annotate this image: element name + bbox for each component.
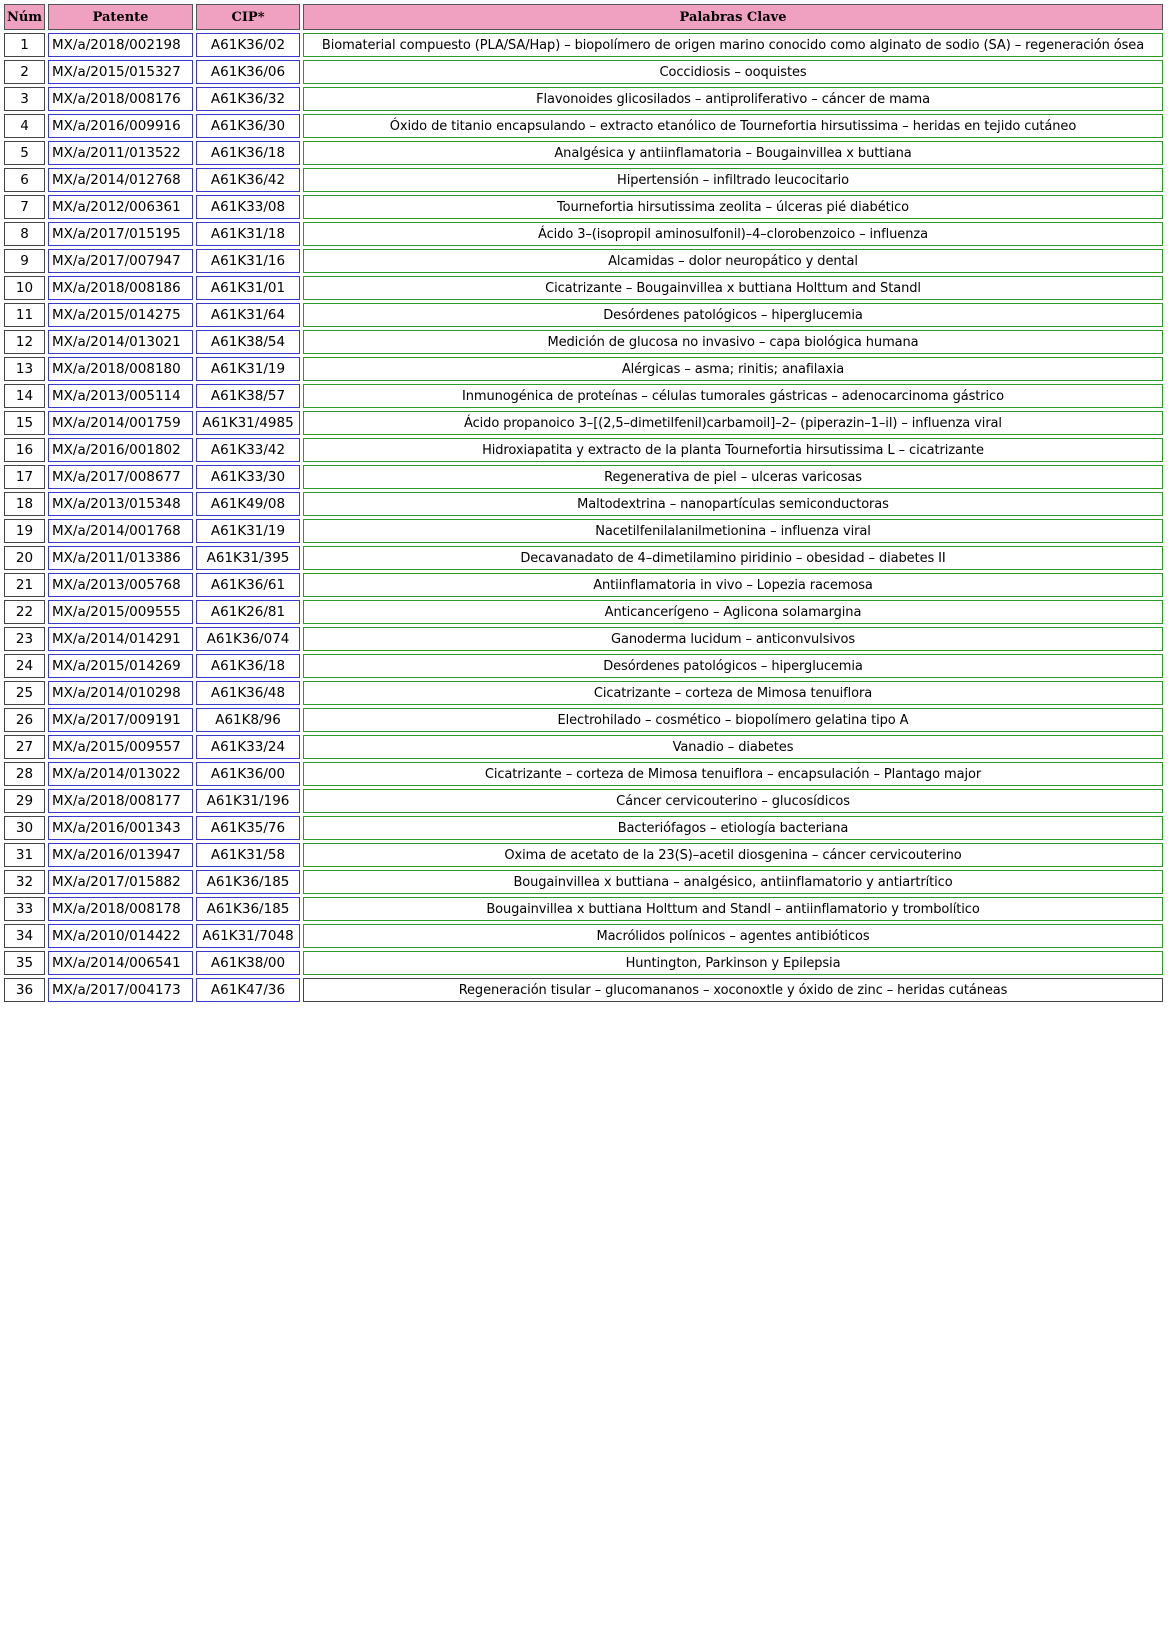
header-palabras-clave: Palabras Clave: [303, 4, 1163, 30]
table-row: [4, 114, 1163, 138]
cell-num: 15: [4, 411, 45, 435]
table-row: [4, 627, 1163, 651]
cell-palabras-clave: Desórdenes patológicos – hiperglucemia: [303, 654, 1163, 678]
cell-palabras-clave: Ganoderma lucidum – anticonvulsivos: [303, 627, 1163, 651]
cell-num: 27: [4, 735, 45, 759]
cell-cip: A61K31/58: [196, 843, 300, 867]
cell-palabras-clave: Analgésica y antiinflamatoria – Bougainvillea x buttiana: [303, 141, 1163, 165]
cell-palabras-clave: Bougainvillea x buttiana – analgésico, antiinflamatorio y antiartrítico: [303, 870, 1163, 894]
table-row: [4, 870, 1163, 894]
table-row: [4, 519, 1163, 543]
table-row: [4, 735, 1163, 759]
cell-palabras-clave: Hidroxiapatita y extracto de la planta Tournefortia hirsutissima L – cicatrizante: [303, 438, 1163, 462]
table-row: [4, 303, 1163, 327]
cell-num: 32: [4, 870, 45, 894]
cell-patente: MX/a/2014/001759: [48, 411, 193, 435]
cell-patente: MX/a/2014/013021: [48, 330, 193, 354]
header-patente: Patente: [48, 4, 193, 30]
cell-num: 28: [4, 762, 45, 786]
cell-patente: MX/a/2017/015882: [48, 870, 193, 894]
table-row: [4, 141, 1163, 165]
cell-num: 3: [4, 87, 45, 111]
cell-num: 31: [4, 843, 45, 867]
table-row: [4, 330, 1163, 354]
cell-palabras-clave: Ácido 3–(isopropil aminosulfonil)–4–clorobenzoico – influenza: [303, 222, 1163, 246]
cell-patente: MX/a/2017/007947: [48, 249, 193, 273]
cell-palabras-clave: Inmunogénica de proteínas – células tumorales gástricas – adenocarcinoma gástrico: [303, 384, 1163, 408]
table-row: [4, 33, 1163, 57]
cell-patente: MX/a/2015/014269: [48, 654, 193, 678]
cell-palabras-clave: Medición de glucosa no invasivo – capa biológica humana: [303, 330, 1163, 354]
cell-num: 8: [4, 222, 45, 246]
cell-num: 17: [4, 465, 45, 489]
cell-num: 20: [4, 546, 45, 570]
cell-patente: MX/a/2014/001768: [48, 519, 193, 543]
cell-patente: MX/a/2018/008176: [48, 87, 193, 111]
cell-patente: MX/a/2016/001343: [48, 816, 193, 840]
cell-num: 12: [4, 330, 45, 354]
cell-palabras-clave: Cicatrizante – Bougainvillea x buttiana Holttum and Standl: [303, 276, 1163, 300]
cell-cip: A61K31/19: [196, 519, 300, 543]
cell-cip: A61K36/074: [196, 627, 300, 651]
cell-cip: A61K31/64: [196, 303, 300, 327]
cell-cip: A61K31/196: [196, 789, 300, 813]
cell-palabras-clave: Regeneración tisular – glucomananos – xoconoxtle y óxido de zinc – heridas cutáneas: [303, 978, 1163, 1002]
cell-cip: A61K36/02: [196, 33, 300, 57]
cell-num: 36: [4, 978, 45, 1002]
cell-palabras-clave: Vanadio – diabetes: [303, 735, 1163, 759]
cell-patente: MX/a/2014/012768: [48, 168, 193, 192]
cell-cip: A61K36/18: [196, 141, 300, 165]
cell-cip: A61K49/08: [196, 492, 300, 516]
table-row: [4, 951, 1163, 975]
cell-cip: A61K33/30: [196, 465, 300, 489]
cell-palabras-clave: Alérgicas – asma; rinitis; anafilaxia: [303, 357, 1163, 381]
cell-palabras-clave: Bacteriófagos – etiología bacteriana: [303, 816, 1163, 840]
cell-patente: MX/a/2015/009555: [48, 600, 193, 624]
cell-palabras-clave: Nacetilfenilalanilmetionina – influenza viral: [303, 519, 1163, 543]
cell-num: 23: [4, 627, 45, 651]
header-row: [4, 4, 1163, 30]
table-row: [4, 762, 1163, 786]
cell-palabras-clave: Bougainvillea x buttiana Holttum and Standl – antiinflamatorio y trombolítico: [303, 897, 1163, 921]
cell-cip: A61K33/24: [196, 735, 300, 759]
cell-patente: MX/a/2015/009557: [48, 735, 193, 759]
cell-patente: MX/a/2015/014275: [48, 303, 193, 327]
cell-patente: MX/a/2012/006361: [48, 195, 193, 219]
cell-palabras-clave: Alcamidas – dolor neuropático y dental: [303, 249, 1163, 273]
table-row: [4, 600, 1163, 624]
cell-num: 30: [4, 816, 45, 840]
cell-num: 25: [4, 681, 45, 705]
cell-palabras-clave: Óxido de titanio encapsulando – extracto etanólico de Tournefortia hirsutissima – heridas en tejido cutáneo: [303, 114, 1163, 138]
cell-cip: A61K38/57: [196, 384, 300, 408]
cell-palabras-clave: Huntington, Parkinson y Epilepsia: [303, 951, 1163, 975]
cell-cip: A61K47/36: [196, 978, 300, 1002]
table-row: [4, 654, 1163, 678]
cell-num: 4: [4, 114, 45, 138]
table-row: [4, 438, 1163, 462]
cell-num: 1: [4, 33, 45, 57]
cell-num: 26: [4, 708, 45, 732]
cell-num: 34: [4, 924, 45, 948]
cell-palabras-clave: Ácido propanoico 3–[(2,5–dimetilfenil)carbamoil]–2– (piperazin–1–il) – influenza viral: [303, 411, 1163, 435]
table-row: [4, 546, 1163, 570]
cell-patente: MX/a/2011/013386: [48, 546, 193, 570]
table-row: [4, 897, 1163, 921]
cell-patente: MX/a/2017/008677: [48, 465, 193, 489]
table-row: [4, 843, 1163, 867]
cell-num: 7: [4, 195, 45, 219]
cell-num: 14: [4, 384, 45, 408]
cell-cip: A61K31/18: [196, 222, 300, 246]
cell-patente: MX/a/2016/001802: [48, 438, 193, 462]
cell-cip: A61K36/61: [196, 573, 300, 597]
cell-num: 33: [4, 897, 45, 921]
cell-palabras-clave: Macrólidos polínicos – agentes antibióticos: [303, 924, 1163, 948]
cell-patente: MX/a/2018/002198: [48, 33, 193, 57]
cell-num: 29: [4, 789, 45, 813]
cell-palabras-clave: Maltodextrina – nanopartículas semiconductoras: [303, 492, 1163, 516]
cell-num: 13: [4, 357, 45, 381]
table-row: [4, 789, 1163, 813]
cell-num: 5: [4, 141, 45, 165]
cell-cip: A61K31/16: [196, 249, 300, 273]
cell-cip: A61K31/01: [196, 276, 300, 300]
cell-patente: MX/a/2014/014291: [48, 627, 193, 651]
cell-cip: A61K31/19: [196, 357, 300, 381]
cell-palabras-clave: Electrohilado – cosmético – biopolímero gelatina tipo A: [303, 708, 1163, 732]
cell-num: 18: [4, 492, 45, 516]
table-row: [4, 168, 1163, 192]
cell-cip: A61K38/00: [196, 951, 300, 975]
cell-num: 35: [4, 951, 45, 975]
cell-palabras-clave: Cicatrizante – corteza de Mimosa tenuiflora – encapsulación – Plantago major: [303, 762, 1163, 786]
patents-table: [1, 1, 1166, 1005]
table-row: [4, 411, 1163, 435]
cell-patente: MX/a/2013/005114: [48, 384, 193, 408]
table-row: [4, 357, 1163, 381]
table-row: [4, 87, 1163, 111]
cell-num: 2: [4, 60, 45, 84]
cell-num: 19: [4, 519, 45, 543]
cell-palabras-clave: Cáncer cervicouterino – glucosídicos: [303, 789, 1163, 813]
table-row: [4, 249, 1163, 273]
table-header: [4, 4, 1163, 30]
table-row: [4, 924, 1163, 948]
cell-patente: MX/a/2014/013022: [48, 762, 193, 786]
cell-cip: A61K36/42: [196, 168, 300, 192]
cell-cip: A61K33/42: [196, 438, 300, 462]
table-row: [4, 978, 1163, 1002]
cell-num: 16: [4, 438, 45, 462]
cell-cip: A61K31/4985: [196, 411, 300, 435]
cell-cip: A61K36/48: [196, 681, 300, 705]
cell-cip: A61K36/32: [196, 87, 300, 111]
cell-palabras-clave: Coccidiosis – ooquistes: [303, 60, 1163, 84]
cell-patente: MX/a/2017/004173: [48, 978, 193, 1002]
cell-num: 6: [4, 168, 45, 192]
cell-patente: MX/a/2011/013522: [48, 141, 193, 165]
cell-patente: MX/a/2013/015348: [48, 492, 193, 516]
table-row: [4, 492, 1163, 516]
cell-num: 11: [4, 303, 45, 327]
cell-patente: MX/a/2018/008178: [48, 897, 193, 921]
cell-cip: A61K36/185: [196, 870, 300, 894]
cell-palabras-clave: Decavanadato de 4–dimetilamino piridinio – obesidad – diabetes II: [303, 546, 1163, 570]
cell-cip: A61K36/18: [196, 654, 300, 678]
cell-num: 24: [4, 654, 45, 678]
cell-patente: MX/a/2013/005768: [48, 573, 193, 597]
cell-cip: A61K26/81: [196, 600, 300, 624]
cell-palabras-clave: Tournefortia hirsutissima zeolita – úlceras pié diabético: [303, 195, 1163, 219]
cell-num: 10: [4, 276, 45, 300]
table-row: [4, 573, 1163, 597]
table-row: [4, 60, 1163, 84]
cell-cip: A61K31/395: [196, 546, 300, 570]
cell-num: 9: [4, 249, 45, 273]
cell-cip: A61K36/30: [196, 114, 300, 138]
table-row: [4, 465, 1163, 489]
table-row: [4, 222, 1163, 246]
cell-num: 22: [4, 600, 45, 624]
cell-cip: A61K36/185: [196, 897, 300, 921]
cell-palabras-clave: Desórdenes patológicos – hiperglucemia: [303, 303, 1163, 327]
header-cip: CIP*: [196, 4, 300, 30]
cell-palabras-clave: Flavonoides glicosilados – antiproliferativo – cáncer de mama: [303, 87, 1163, 111]
cell-patente: MX/a/2017/015195: [48, 222, 193, 246]
cell-palabras-clave: Hipertensión – infiltrado leucocitario: [303, 168, 1163, 192]
cell-palabras-clave: Regenerativa de piel – ulceras varicosas: [303, 465, 1163, 489]
cell-palabras-clave: Anticancerígeno – Aglicona solamargina: [303, 600, 1163, 624]
table-row: [4, 195, 1163, 219]
cell-patente: MX/a/2010/014422: [48, 924, 193, 948]
cell-palabras-clave: Cicatrizante – corteza de Mimosa tenuiflora: [303, 681, 1163, 705]
cell-cip: A61K31/7048: [196, 924, 300, 948]
cell-patente: MX/a/2018/008186: [48, 276, 193, 300]
cell-patente: MX/a/2018/008177: [48, 789, 193, 813]
cell-cip: A61K33/08: [196, 195, 300, 219]
cell-cip: A61K38/54: [196, 330, 300, 354]
cell-patente: MX/a/2014/010298: [48, 681, 193, 705]
cell-cip: A61K36/00: [196, 762, 300, 786]
cell-patente: MX/a/2017/009191: [48, 708, 193, 732]
cell-patente: MX/a/2016/013947: [48, 843, 193, 867]
cell-patente: MX/a/2014/006541: [48, 951, 193, 975]
cell-palabras-clave: Antiinflamatoria in vivo – Lopezia racemosa: [303, 573, 1163, 597]
cell-patente: MX/a/2015/015327: [48, 60, 193, 84]
table-body: [4, 33, 1163, 1002]
cell-palabras-clave: Biomaterial compuesto (PLA/SA/Hap) – biopolímero de origen marino conocido como alginato de sodio (SA) – regeneración ósea: [303, 33, 1163, 57]
table-row: [4, 384, 1163, 408]
table-row: [4, 681, 1163, 705]
cell-num: 21: [4, 573, 45, 597]
table-row: [4, 276, 1163, 300]
cell-cip: A61K36/06: [196, 60, 300, 84]
header-num: Núm: [4, 4, 45, 30]
table-row: [4, 816, 1163, 840]
table-row: [4, 708, 1163, 732]
cell-palabras-clave: Oxima de acetato de la 23(S)–acetil diosgenina – cáncer cervicouterino: [303, 843, 1163, 867]
cell-patente: MX/a/2016/009916: [48, 114, 193, 138]
cell-patente: MX/a/2018/008180: [48, 357, 193, 381]
cell-cip: A61K35/76: [196, 816, 300, 840]
cell-cip: A61K8/96: [196, 708, 300, 732]
